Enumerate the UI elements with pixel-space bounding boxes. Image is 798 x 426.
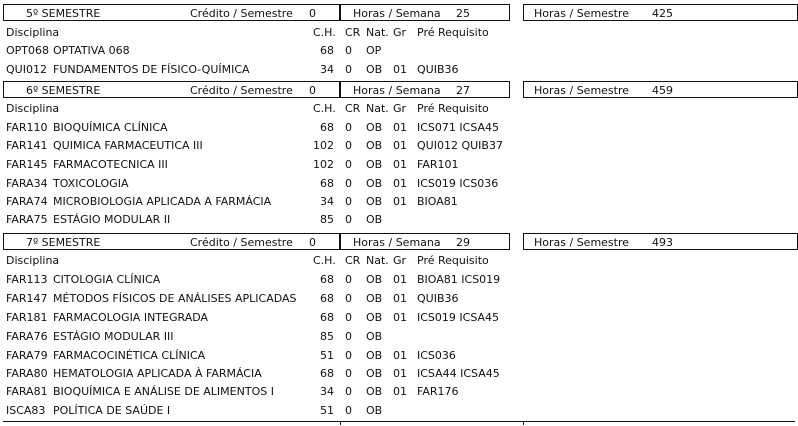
horas-semana-label: Horas / Semana — [353, 7, 441, 20]
course-cr: 0 — [345, 367, 352, 380]
col-disciplina: Disciplina — [6, 102, 60, 115]
course-nat: OB — [366, 273, 383, 286]
horas-semestre-box — [523, 4, 798, 21]
course-code: FAR147 — [6, 292, 48, 305]
table-row — [0, 195, 798, 211]
course-nat: OB — [366, 139, 383, 152]
col-nat: Nat. — [366, 254, 389, 267]
course-code: FAR181 — [6, 311, 48, 324]
course-nat: OB — [366, 349, 383, 362]
column-header-row — [0, 254, 798, 270]
credito-value: 0 — [309, 236, 316, 249]
credito-value: 0 — [309, 84, 316, 97]
semester-header — [3, 4, 798, 23]
course-ch: 34 — [320, 63, 334, 76]
course-ch: 51 — [320, 404, 334, 417]
course-gr: 01 — [393, 349, 407, 362]
course-ch: 102 — [313, 158, 334, 171]
course-name: BIOQUÍMICA E ANÁLISE DE ALIMENTOS I — [53, 385, 274, 398]
course-cr: 0 — [345, 121, 352, 134]
course-name: FARMACOTECNICA III — [53, 158, 168, 171]
col-cr: CR — [345, 26, 361, 39]
table-row — [0, 177, 798, 193]
horas-semana-box — [340, 4, 510, 21]
horas-semana-value: 29 — [456, 236, 470, 249]
horas-semana-value: 25 — [456, 7, 470, 20]
course-cr: 0 — [345, 213, 352, 226]
table-row — [0, 273, 798, 289]
horas-semestre-label: Horas / Semestre — [534, 7, 630, 20]
course-gr: 01 — [393, 311, 407, 324]
course-name: QUIMICA FARMACEUTICA III — [53, 139, 203, 152]
course-gr: 01 — [393, 385, 407, 398]
table-row — [0, 158, 798, 174]
col-disciplina: Disciplina — [6, 254, 60, 267]
course-gr: 01 — [393, 292, 407, 305]
table-row — [0, 44, 798, 60]
course-code: FAR141 — [6, 139, 48, 152]
semester-header — [3, 81, 798, 100]
course-code: FARA34 — [6, 177, 48, 190]
course-name: FARMACOCINÉTICA CLÍNICA — [53, 349, 206, 362]
course-code: FARA75 — [6, 213, 48, 226]
course-gr: 01 — [393, 121, 407, 134]
course-ch: 68 — [320, 177, 334, 190]
course-cr: 0 — [345, 158, 352, 171]
course-nat: OB — [366, 158, 383, 171]
col-gr: Gr — [393, 26, 407, 39]
semester-title: 5º SEMESTRE — [26, 7, 101, 20]
horas-semestre-value: 493 — [652, 236, 673, 249]
course-gr: 01 — [393, 158, 407, 171]
course-nat: OB — [366, 121, 383, 134]
course-cr: 0 — [345, 273, 352, 286]
course-cr: 0 — [345, 177, 352, 190]
semester-title: 7º SEMESTRE — [26, 236, 101, 249]
table-row — [0, 367, 798, 383]
course-code: ISCA83 — [6, 404, 46, 417]
course-name: FARMACOLOGIA INTEGRADA — [53, 311, 209, 324]
next-section-border — [3, 421, 795, 426]
course-cr: 0 — [345, 404, 352, 417]
course-gr: 01 — [393, 139, 407, 152]
course-cr: 0 — [345, 139, 352, 152]
horas-semestre-box — [523, 81, 798, 98]
course-prereq: QUI012 QUIB37 — [417, 139, 503, 152]
credito-label: Crédito / Semestre — [190, 84, 293, 97]
course-gr: 01 — [393, 177, 407, 190]
semester-credit-box — [3, 233, 340, 250]
col-disciplina: Disciplina — [6, 26, 60, 39]
horas-semestre-value: 459 — [652, 84, 673, 97]
col-gr: Gr — [393, 102, 407, 115]
course-ch: 68 — [320, 292, 334, 305]
course-prereq: ICS071 ICSA45 — [417, 121, 500, 134]
course-name: HEMATOLOGIA APLICADA À FARMÁCIA — [53, 367, 262, 380]
course-code: FARA81 — [6, 385, 48, 398]
course-name: ESTÁGIO MODULAR II — [53, 213, 171, 226]
course-nat: OB — [366, 177, 383, 190]
course-name: MICROBIOLOGIA APLICADA A FARMÁCIA — [53, 195, 272, 208]
table-row — [0, 121, 798, 137]
table-row — [0, 213, 798, 229]
horas-semestre-box — [523, 233, 798, 250]
course-nat: OB — [366, 367, 383, 380]
course-prereq: QUIB36 — [417, 63, 459, 76]
course-nat: OB — [366, 195, 383, 208]
course-prereq: ICS019 ICS036 — [417, 177, 499, 190]
col-gr: Gr — [393, 254, 407, 267]
course-cr: 0 — [345, 349, 352, 362]
col-ch: C.H. — [313, 254, 336, 267]
course-prereq: QUIB36 — [417, 292, 459, 305]
table-row — [0, 139, 798, 155]
course-nat: OB — [366, 213, 383, 226]
next-section-divider — [340, 421, 341, 425]
col-prereq: Pré Requisito — [417, 26, 489, 39]
col-cr: CR — [345, 254, 361, 267]
horas-semana-label: Horas / Semana — [353, 236, 441, 249]
course-code: FAR113 — [6, 273, 48, 286]
table-row — [0, 349, 798, 365]
course-name: ESTÁGIO MODULAR III — [53, 330, 174, 343]
course-cr: 0 — [345, 385, 352, 398]
course-prereq: FAR101 — [417, 158, 459, 171]
col-cr: CR — [345, 102, 361, 115]
table-row — [0, 330, 798, 346]
course-ch: 102 — [313, 139, 334, 152]
horas-semana-box — [340, 81, 510, 98]
course-cr: 0 — [345, 44, 352, 57]
col-ch: C.H. — [313, 102, 336, 115]
horas-semana-box — [340, 233, 510, 250]
next-section-divider — [523, 421, 524, 425]
horas-semana-label: Horas / Semana — [353, 84, 441, 97]
table-row — [0, 311, 798, 327]
course-ch: 85 — [320, 213, 334, 226]
table-row — [0, 385, 798, 401]
credito-label: Crédito / Semestre — [190, 7, 293, 20]
semester-credit-box — [3, 4, 340, 21]
horas-semana-value: 27 — [456, 84, 470, 97]
column-header-row — [0, 26, 798, 42]
course-name: POLÍTICA DE SAÚDE I — [53, 404, 171, 417]
col-prereq: Pré Requisito — [417, 102, 489, 115]
col-nat: Nat. — [366, 102, 389, 115]
course-prereq: ICS019 ICSA45 — [417, 311, 500, 324]
course-nat: OP — [366, 44, 382, 57]
col-nat: Nat. — [366, 26, 389, 39]
course-nat: OB — [366, 311, 383, 324]
course-prereq: BIOA81 — [417, 195, 458, 208]
semester-header — [3, 233, 798, 252]
horas-semestre-label: Horas / Semestre — [534, 84, 630, 97]
table-row — [0, 63, 798, 79]
course-ch: 68 — [320, 311, 334, 324]
course-cr: 0 — [345, 292, 352, 305]
course-nat: OB — [366, 404, 383, 417]
course-ch: 68 — [320, 121, 334, 134]
course-cr: 0 — [345, 63, 352, 76]
course-ch: 68 — [320, 273, 334, 286]
course-nat: OB — [366, 63, 383, 76]
course-ch: 34 — [320, 385, 334, 398]
course-gr: 01 — [393, 273, 407, 286]
horas-semestre-value: 425 — [652, 7, 673, 20]
table-row — [0, 404, 798, 420]
course-gr: 01 — [393, 63, 407, 76]
course-name: FUNDAMENTOS DE FÍSICO-QUÍMICA — [53, 63, 250, 76]
horas-semestre-label: Horas / Semestre — [534, 236, 630, 249]
course-ch: 68 — [320, 44, 334, 57]
course-name: OPTATIVA 068 — [53, 44, 130, 57]
course-code: FARA74 — [6, 195, 48, 208]
course-nat: OB — [366, 330, 383, 343]
course-ch: 68 — [320, 367, 334, 380]
course-prereq: BIOA81 ICS019 — [417, 273, 501, 286]
credito-label: Crédito / Semestre — [190, 236, 293, 249]
col-prereq: Pré Requisito — [417, 254, 489, 267]
course-code: FARA76 — [6, 330, 48, 343]
course-code: FARA79 — [6, 349, 48, 362]
course-name: CITOLOGIA CLÍNICA — [53, 273, 161, 286]
course-cr: 0 — [345, 311, 352, 324]
col-ch: C.H. — [313, 26, 336, 39]
course-code: FAR145 — [6, 158, 48, 171]
course-name: BIOQUÍMICA CLÍNICA — [53, 121, 168, 134]
course-ch: 34 — [320, 195, 334, 208]
table-row — [0, 292, 798, 308]
course-gr: 01 — [393, 195, 407, 208]
semester-credit-box — [3, 81, 340, 98]
credito-value: 0 — [309, 7, 316, 20]
course-code: FARA80 — [6, 367, 48, 380]
course-prereq: ICS036 — [417, 349, 456, 362]
course-name: MÉTODOS FÍSICOS DE ANÁLISES APLICADAS — [53, 292, 297, 305]
course-cr: 0 — [345, 195, 352, 208]
course-nat: OB — [366, 385, 383, 398]
course-ch: 85 — [320, 330, 334, 343]
course-nat: OB — [366, 292, 383, 305]
course-code: FAR110 — [6, 121, 48, 134]
course-code: QUI012 — [6, 63, 47, 76]
semester-title: 6º SEMESTRE — [26, 84, 101, 97]
course-ch: 51 — [320, 349, 334, 362]
course-prereq: ICSA44 ICSA45 — [417, 367, 500, 380]
course-cr: 0 — [345, 330, 352, 343]
course-code: OPT068 — [6, 44, 50, 57]
course-name: TOXICOLOGIA — [53, 177, 129, 190]
course-gr: 01 — [393, 367, 407, 380]
course-prereq: FAR176 — [417, 385, 459, 398]
column-header-row — [0, 102, 798, 118]
